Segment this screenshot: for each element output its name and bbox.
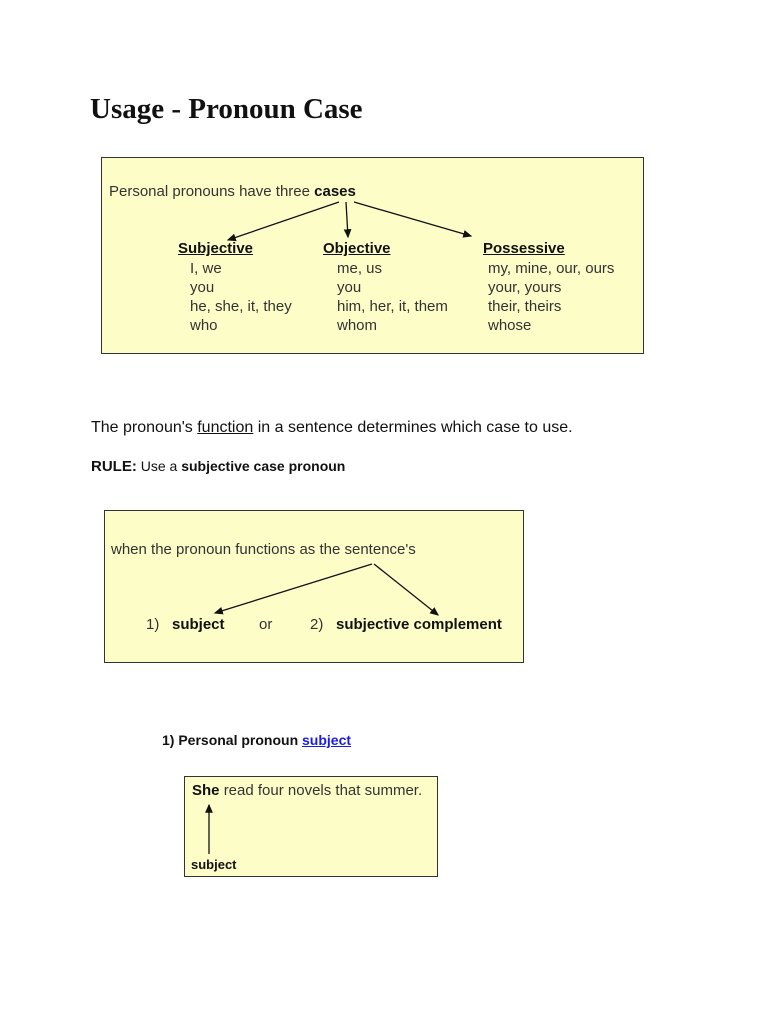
objective-item: me, us <box>337 260 383 277</box>
function-paragraph <box>91 419 573 437</box>
rule-text: Use a <box>140 458 182 474</box>
option-subject: subject <box>172 616 225 633</box>
subjective-heading: Subjective <box>178 240 254 257</box>
subjective-item: who <box>190 317 218 334</box>
subjective-item: I, we <box>190 260 222 277</box>
cases-intro-bold: cases <box>314 183 356 200</box>
cases-intro-text: Personal pronouns have three <box>109 183 310 200</box>
subjective-item: he, she, it, they <box>190 298 292 315</box>
section-heading-subject <box>162 732 351 748</box>
objective-item: you <box>337 279 362 296</box>
rule-line <box>91 458 345 475</box>
usage-arrows <box>105 511 525 664</box>
usage-intro: when the pronoun functions as the sentence's <box>111 541 416 558</box>
page-title: Usage - Pronoun Case <box>90 93 363 125</box>
rule-label: RULE: <box>91 458 137 475</box>
example-rest: read four novels that summer. <box>223 782 423 799</box>
subject-link[interactable]: subject <box>302 732 352 748</box>
option-or: or <box>259 616 273 633</box>
subject-label: subject <box>191 857 237 872</box>
example-sentence <box>192 782 422 799</box>
option-number-2: 2) <box>310 616 324 633</box>
subjective-item: you <box>190 279 215 296</box>
section-heading-text: 1) Personal pronoun <box>162 732 303 748</box>
pronoun-cases-diagram <box>101 157 644 354</box>
possessive-item: my, mine, our, ours <box>488 260 615 277</box>
objective-heading: Objective <box>323 240 391 257</box>
paragraph-text-before: The pronoun's <box>91 419 198 436</box>
objective-item: him, her, it, them <box>337 298 448 315</box>
possessive-item: whose <box>488 317 532 334</box>
cases-intro <box>109 183 356 200</box>
possessive-item: your, yours <box>488 279 562 296</box>
subjective-usage-diagram <box>104 510 524 663</box>
example-pronoun: She <box>192 782 220 799</box>
objective-item: whom <box>337 317 378 334</box>
possessive-item: their, theirs <box>488 298 562 315</box>
option-subjective-complement: subjective complement <box>336 616 502 633</box>
rule-bold-text: subjective case pronoun <box>181 458 346 474</box>
possessive-heading: Possessive <box>483 240 565 257</box>
paragraph-text-after: in a sentence determines which case to use. <box>253 419 573 436</box>
example-sentence-box <box>184 776 438 877</box>
option-number-1: 1) <box>146 616 160 633</box>
function-term: function <box>197 419 254 436</box>
